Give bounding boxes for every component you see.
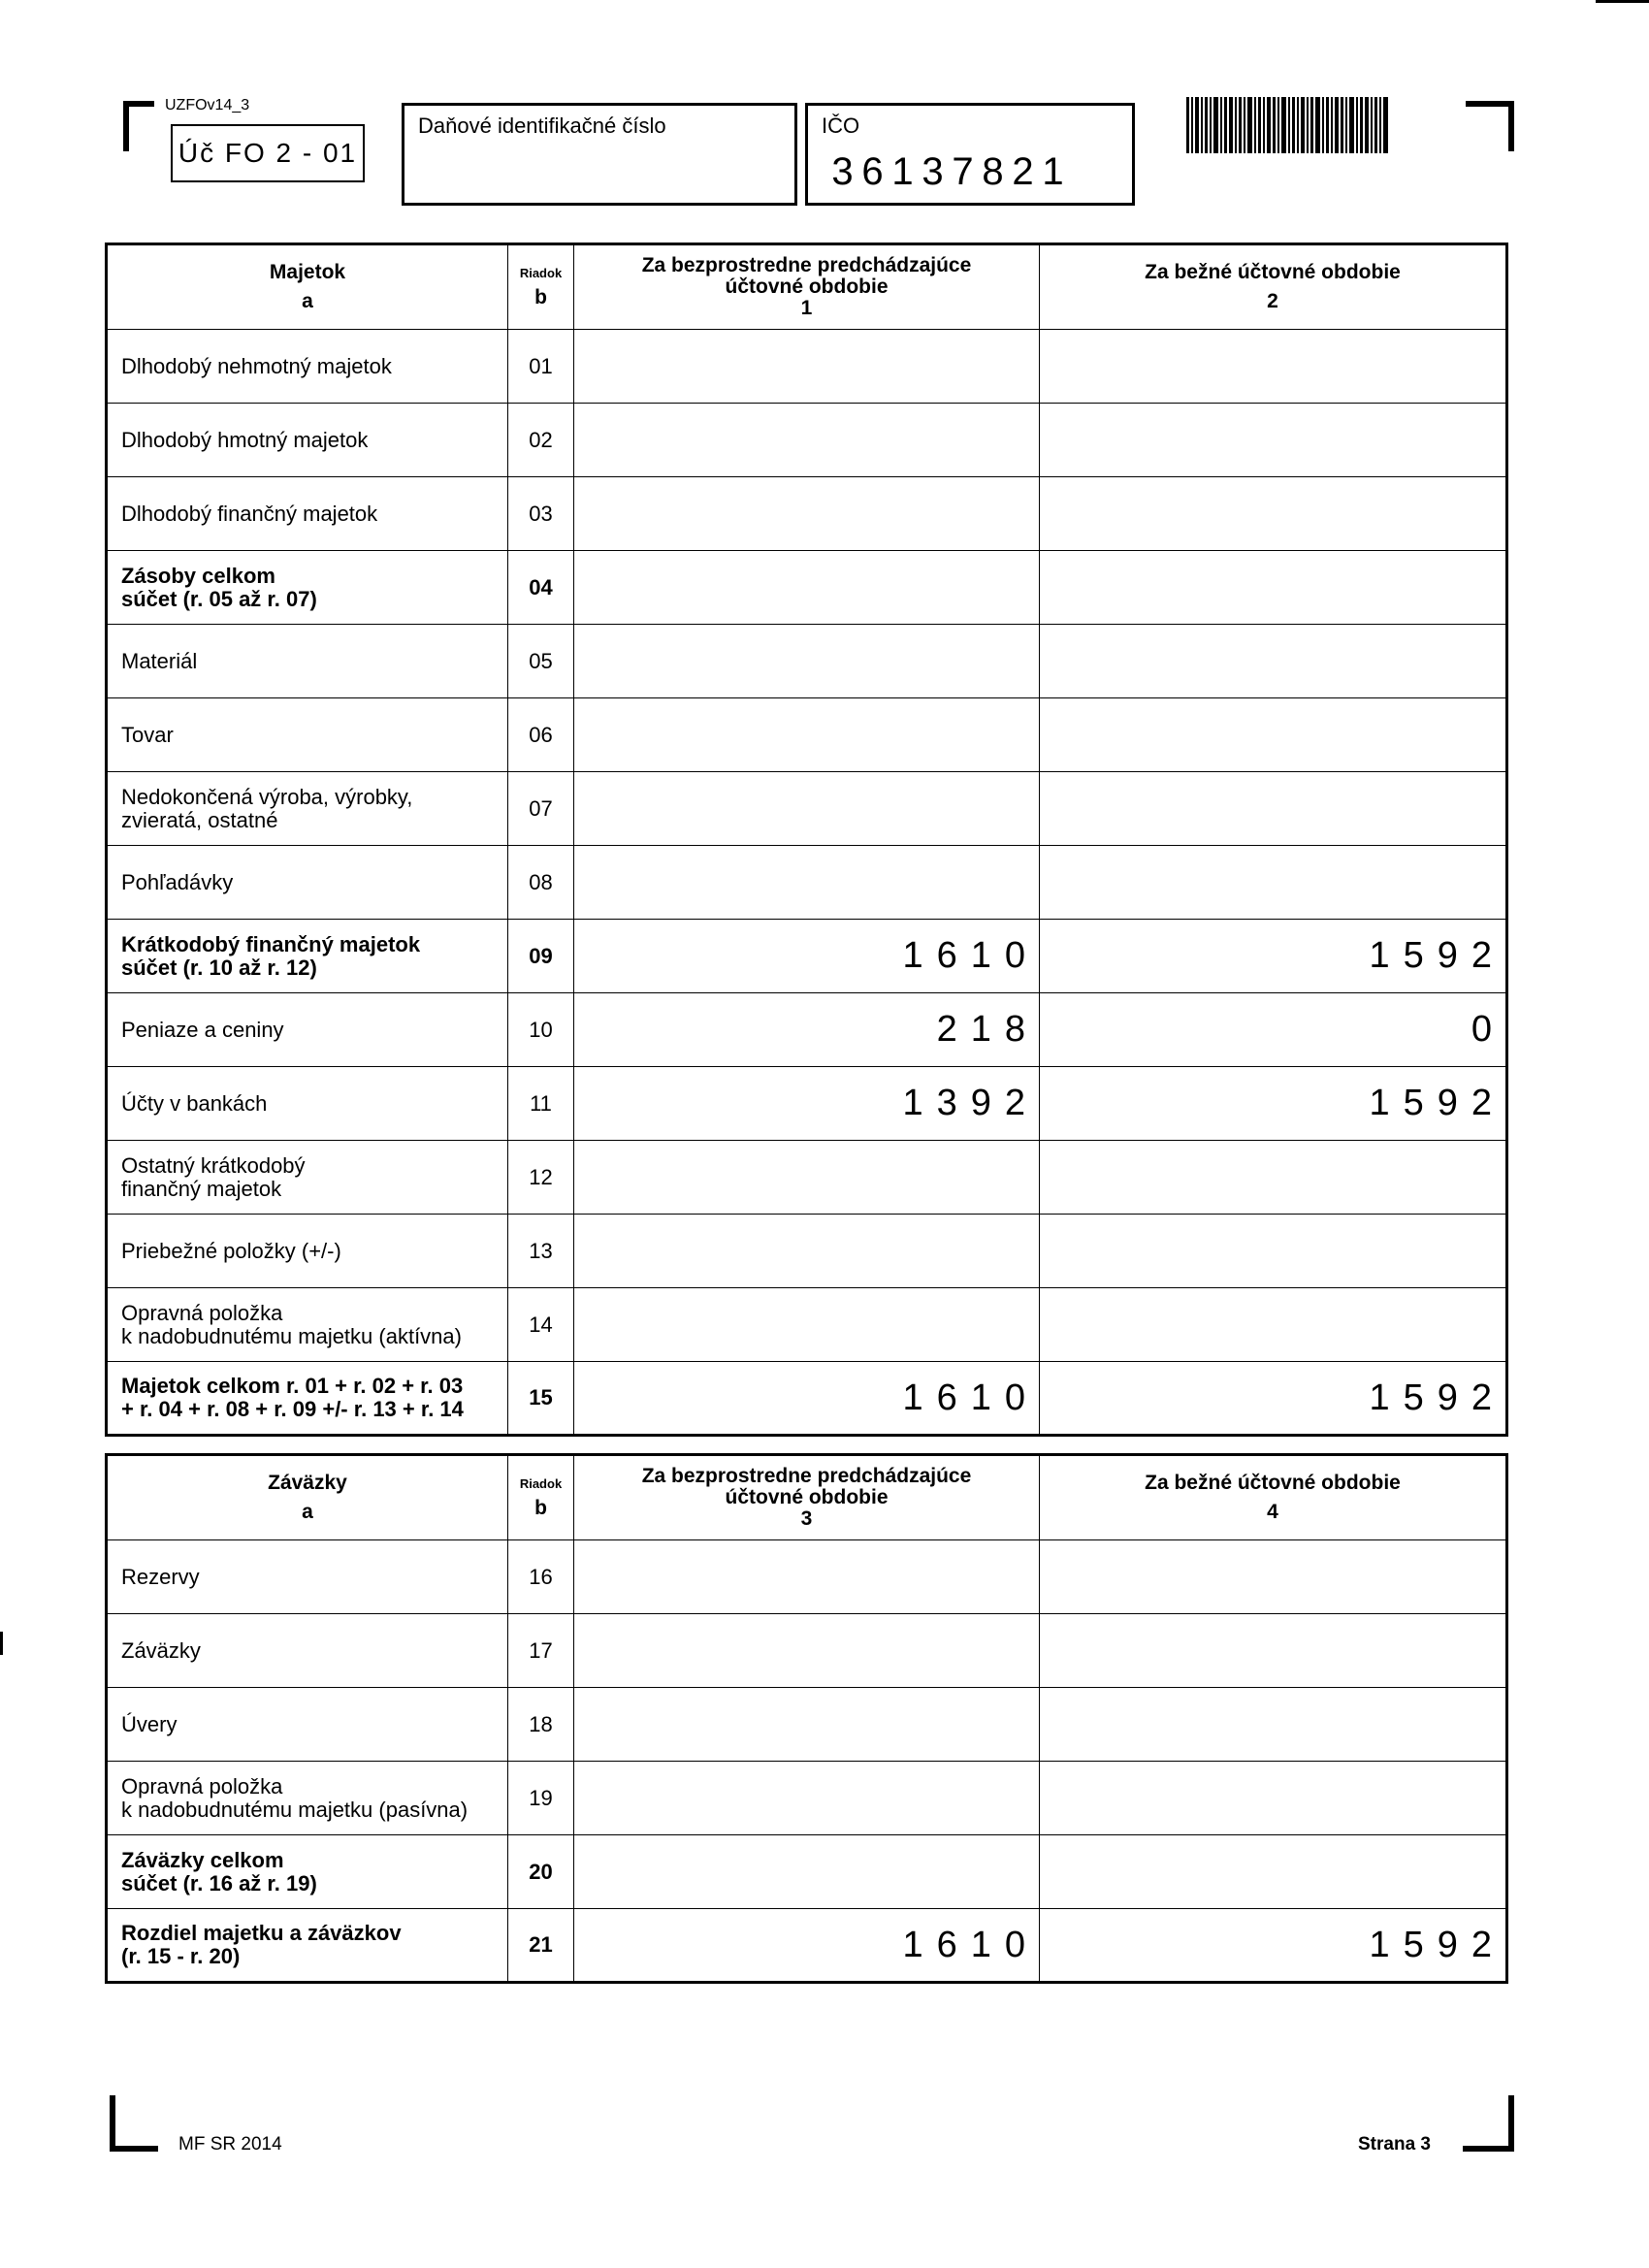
col-header-majetok (107, 244, 508, 330)
row-label: Ostatný krátkodobý finančný majetok (107, 1141, 508, 1215)
table-row (107, 772, 1507, 846)
value-text: 1592 (1369, 935, 1505, 976)
row-number: 18 (508, 1688, 574, 1762)
value-text: 1392 (902, 1083, 1039, 1123)
ico-digit: 3 (831, 150, 854, 193)
row-number: 02 (508, 404, 574, 477)
ico-digit: 2 (1012, 150, 1034, 193)
ico-digits (827, 150, 1068, 194)
row-label: Dlhodobý finančný majetok (107, 477, 508, 551)
table-row (107, 1141, 1507, 1215)
current-period-value[interactable] (1040, 1762, 1507, 1835)
value-text: 1592 (1369, 1083, 1505, 1123)
previous-period-value[interactable] (574, 551, 1040, 625)
previous-period-value[interactable] (574, 772, 1040, 846)
ico-digit: 8 (982, 150, 1004, 193)
table-row (107, 551, 1507, 625)
row-number: 07 (508, 772, 574, 846)
col-header-sub: 4 (1267, 1501, 1278, 1523)
table-row (107, 1762, 1507, 1835)
current-period-value[interactable] (1040, 1067, 1507, 1141)
table-row (107, 330, 1507, 404)
row-number: 21 (508, 1909, 574, 1983)
col-header-riadok (508, 1455, 574, 1540)
row-label: Priebežné položky (+/-) (107, 1215, 508, 1288)
table-row (107, 404, 1507, 477)
ico-digit: 7 (952, 150, 974, 193)
current-period-value[interactable] (1040, 1288, 1507, 1362)
current-period-value[interactable] (1040, 846, 1507, 920)
page-edge-mark-left (0, 1632, 3, 1655)
current-period-value[interactable] (1040, 1835, 1507, 1909)
value-text: 1610 (902, 1377, 1039, 1418)
previous-period-value[interactable] (574, 1288, 1040, 1362)
table-row (107, 1288, 1507, 1362)
current-period-value[interactable] (1040, 477, 1507, 551)
corner-mark-top-right-h (1466, 101, 1514, 107)
row-number: 05 (508, 625, 574, 698)
value-text: 1592 (1369, 1924, 1505, 1965)
current-period-value[interactable] (1040, 1362, 1507, 1436)
footer-publisher: MF SR 2014 (178, 2134, 282, 2155)
current-period-value[interactable] (1040, 330, 1507, 404)
col-header-current-period (1040, 1455, 1507, 1540)
col-header-riadok (508, 244, 574, 330)
row-number: 16 (508, 1540, 574, 1614)
row-label: Rezervy (107, 1540, 508, 1614)
col-header-zavazky (107, 1455, 508, 1540)
value-text: 218 (936, 1009, 1039, 1050)
table-row (107, 1215, 1507, 1288)
previous-period-value[interactable] (574, 404, 1040, 477)
col-header-sub: 1 (800, 297, 813, 319)
previous-period-value[interactable] (574, 1540, 1040, 1614)
previous-period-value[interactable] (574, 330, 1040, 404)
row-label: Zásoby celkom súčet (r. 05 až r. 07) (107, 551, 508, 625)
table-row (107, 920, 1507, 993)
current-period-value[interactable] (1040, 625, 1507, 698)
corner-mark-bottom-left-v (110, 2095, 115, 2152)
row-label: Záväzky (107, 1614, 508, 1688)
col-header-sub: 3 (800, 1507, 813, 1530)
ico-box[interactable] (805, 103, 1135, 206)
previous-period-value[interactable] (574, 1909, 1040, 1983)
row-label: Pohľadávky (107, 846, 508, 920)
col-header-label: Za bežné účtovné obdobie (1145, 261, 1401, 283)
current-period-value[interactable] (1040, 1909, 1507, 1983)
current-period-value[interactable] (1040, 1540, 1507, 1614)
row-label: Nedokončená výroba, výrobky, zvieratá, ostatné (107, 772, 508, 846)
col-header-previous-period (574, 244, 1040, 330)
row-number: 08 (508, 846, 574, 920)
col-header-label: Majetok (269, 261, 346, 283)
table-row (107, 1835, 1507, 1909)
previous-period-value[interactable] (574, 1614, 1040, 1688)
row-number: 19 (508, 1762, 574, 1835)
col-header-current-period (1040, 244, 1507, 330)
dic-box[interactable] (402, 103, 797, 206)
page-edge-mark-top-right (1596, 0, 1649, 3)
row-number: 11 (508, 1067, 574, 1141)
form-code: UZFOv14_3 (165, 97, 250, 113)
row-number: 14 (508, 1288, 574, 1362)
table-row (107, 1688, 1507, 1762)
corner-mark-bottom-right-v (1508, 2095, 1514, 2152)
table-row (107, 846, 1507, 920)
row-number: 17 (508, 1614, 574, 1688)
col-header-label: Riadok (519, 1475, 563, 1491)
col-header-sub: a (302, 1501, 313, 1523)
previous-period-value[interactable] (574, 477, 1040, 551)
row-label: Peniaze a ceniny (107, 993, 508, 1067)
table-row (107, 1540, 1507, 1614)
table-row (107, 1614, 1507, 1688)
col-header-label: Riadok (519, 265, 563, 280)
previous-period-value[interactable] (574, 1362, 1040, 1436)
corner-mark-top-left-v (123, 101, 129, 151)
row-number: 15 (508, 1362, 574, 1436)
assets-table (105, 243, 1508, 1437)
previous-period-value[interactable] (574, 1762, 1040, 1835)
table-row (107, 993, 1507, 1067)
table-row (107, 625, 1507, 698)
previous-period-value[interactable] (574, 625, 1040, 698)
current-period-value[interactable] (1040, 1614, 1507, 1688)
col-header-label: Záväzky (268, 1472, 347, 1494)
current-period-value[interactable] (1040, 1688, 1507, 1762)
row-label: Opravná položka k nadobudnutému majetku (pasívna) (107, 1762, 508, 1835)
row-number: 13 (508, 1215, 574, 1288)
form-id: Úč FO 2 - 01 (171, 124, 365, 182)
barcode (1186, 97, 1415, 153)
current-period-value[interactable] (1040, 1215, 1507, 1288)
col-header-sub: b (534, 1496, 547, 1519)
value-text: 1592 (1369, 1377, 1505, 1418)
table-row (107, 1362, 1507, 1436)
value-text: 1610 (902, 935, 1039, 976)
table-row (107, 477, 1507, 551)
col-header-label: Za bežné účtovné obdobie (1145, 1472, 1401, 1494)
current-period-value[interactable] (1040, 698, 1507, 772)
current-period-value[interactable] (1040, 1141, 1507, 1215)
row-label: Dlhodobý hmotný majetok (107, 404, 508, 477)
row-number: 03 (508, 477, 574, 551)
row-label: Účty v bankách (107, 1067, 508, 1141)
current-period-value[interactable] (1040, 551, 1507, 625)
previous-period-value[interactable] (574, 1688, 1040, 1762)
row-number: 09 (508, 920, 574, 993)
value-text: 1610 (902, 1924, 1039, 1965)
ico-digit: 6 (861, 150, 884, 193)
table-row (107, 698, 1507, 772)
row-number: 06 (508, 698, 574, 772)
corner-mark-top-right-v (1508, 101, 1514, 151)
row-label: Záväzky celkom súčet (r. 16 až r. 19) (107, 1835, 508, 1909)
row-number: 04 (508, 551, 574, 625)
row-label: Krátkodobý finančný majetok súčet (r. 10 až r. 12) (107, 920, 508, 993)
footer-page-number: Strana 3 (1358, 2134, 1431, 2155)
previous-period-value[interactable] (574, 698, 1040, 772)
value-text: 0 (1471, 1009, 1505, 1050)
col-header-label: Za bezprostredne predchádzajúce účtovné obdobie (641, 1465, 972, 1508)
current-period-value[interactable] (1040, 772, 1507, 846)
table-row (107, 1909, 1507, 1983)
row-label: Úvery (107, 1688, 508, 1762)
previous-period-value[interactable] (574, 920, 1040, 993)
previous-period-value[interactable] (574, 1215, 1040, 1288)
col-header-sub: a (302, 290, 313, 312)
dic-label: Daňové identifikačné číslo (418, 113, 666, 138)
row-number: 12 (508, 1141, 574, 1215)
current-period-value[interactable] (1040, 993, 1507, 1067)
row-number: 10 (508, 993, 574, 1067)
row-label: Tovar (107, 698, 508, 772)
row-number: 20 (508, 1835, 574, 1909)
row-label: Opravná položka k nadobudnutému majetku (aktívna) (107, 1288, 508, 1362)
row-number: 01 (508, 330, 574, 404)
liabilities-table (105, 1453, 1508, 1984)
table-row (107, 1067, 1507, 1141)
corner-mark-bottom-left-h (110, 2146, 158, 2152)
previous-period-value[interactable] (574, 1067, 1040, 1141)
col-header-sub: 2 (1267, 290, 1278, 312)
row-label: Dlhodobý nehmotný majetok (107, 330, 508, 404)
ico-digit: 1 (891, 150, 914, 193)
previous-period-value[interactable] (574, 1835, 1040, 1909)
col-header-previous-period (574, 1455, 1040, 1540)
col-header-label: Za bezprostredne predchádzajúce účtovné obdobie (641, 254, 972, 298)
row-label: Rozdiel majetku a záväzkov (r. 15 - r. 20) (107, 1909, 508, 1983)
previous-period-value[interactable] (574, 1141, 1040, 1215)
current-period-value[interactable] (1040, 920, 1507, 993)
row-label: Materiál (107, 625, 508, 698)
ico-digit: 3 (922, 150, 944, 193)
ico-label: IČO (822, 113, 860, 138)
row-label: Majetok celkom r. 01 + r. 02 + r. 03 + r. 04 + r. 08 + r. 09 +/- r. 13 + r. 14 (107, 1362, 508, 1436)
previous-period-value[interactable] (574, 846, 1040, 920)
col-header-sub: b (534, 285, 547, 308)
ico-digit: 1 (1042, 150, 1064, 193)
current-period-value[interactable] (1040, 404, 1507, 477)
corner-mark-bottom-right-h (1463, 2146, 1514, 2152)
previous-period-value[interactable] (574, 993, 1040, 1067)
